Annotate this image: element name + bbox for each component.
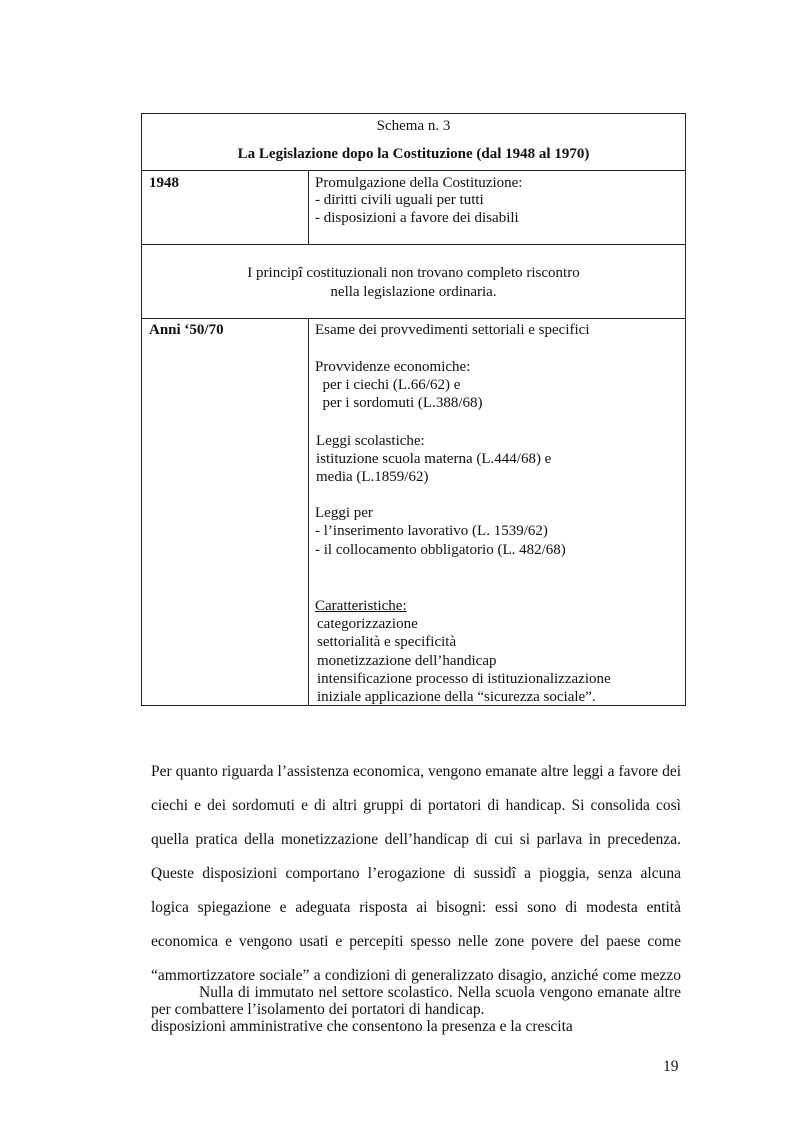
caratteristiche-item: categorizzazione [317,616,418,632]
column-divider [308,318,309,706]
scolastiche-line: istituzione scuola materna (L.444/68) e [316,451,552,467]
column-divider [308,170,309,244]
row1-line: Promulgazione della Costituzione: [315,175,523,191]
provvidenze-line: per i ciechi (L.66/62) e [315,377,461,393]
schema-table [141,113,686,706]
row1-line: - disposizioni a favore dei disabili [315,210,519,226]
leggi-per-line: - il collocamento obbligatorio (L. 482/68) [315,542,566,558]
caratteristiche-item: monetizzazione dell’handicap [317,653,497,669]
row-year-50-70: Anni ‘50/70 [149,322,224,338]
note-line: nella legislazione ordinaria. [330,284,497,300]
note-line: I principî costituzionali non trovano completo riscontro [247,265,580,281]
caratteristiche-title: Caratteristiche: [315,598,407,614]
scolastiche-line: media (L.1859/62) [316,469,429,485]
schema-title: La Legislazione dopo la Costituzione (dal 1948 al 1970) [237,146,590,162]
table-divider [142,318,685,319]
page-number: 19 [663,1058,679,1075]
caratteristiche-item: iniziale applicazione della “sicurezza sociale”. [317,689,596,705]
leggi-per-line: Leggi per [315,505,373,521]
row1-line: - diritti civili uguali per tutti [315,192,484,208]
body-paragraph-2: Nulla di immutato nel settore scolastico. Nella scuola vengono emanate altre disposizioni amministrative che consentono la presenza e la crescita [151,984,681,1035]
caratteristiche-item: settorialità e specificità [317,634,457,650]
table-divider [142,170,685,171]
provvidenze-line: per i sordomuti (L.388/68) [315,395,483,411]
scolastiche-line: Leggi scolastiche: [316,433,425,449]
provvidenze-line: Provvidenze economiche: [315,359,471,375]
schema-label: Schema n. 3 [376,118,451,134]
leggi-per-line: - l’inserimento lavorativo (L. 1539/62) [315,523,548,539]
row-year-1948: 1948 [149,175,179,191]
body-paragraph-1: Per quanto riguarda l’assistenza economica, vengono emanate altre leggi a favore dei ciechi e dei sordomuti e di altri gruppi di portatori di handicap. Si consolida così quella pratica della monetizzazione dell’handicap di cui si parlava in precedenza. Queste disposizioni comportano l’erogazione di sussidî a pioggia, senza alcuna logica spiegazione e adeguata risposta ai bisogni: essi sono di modesta entità economica e vengono usati e percepiti spesso nelle zone povere del paese come “ammortizzatore sociale” a condizioni di generalizzato disagio, anziché come mezzo per combattere l’isolamento dei portatori di handicap. [151,763,681,1018]
table-divider [142,244,685,245]
row2-intro: Esame dei provvedimenti settoriali e specifici [315,322,590,338]
caratteristiche-item: intensificazione processo di istituzionalizzazione [317,671,611,687]
